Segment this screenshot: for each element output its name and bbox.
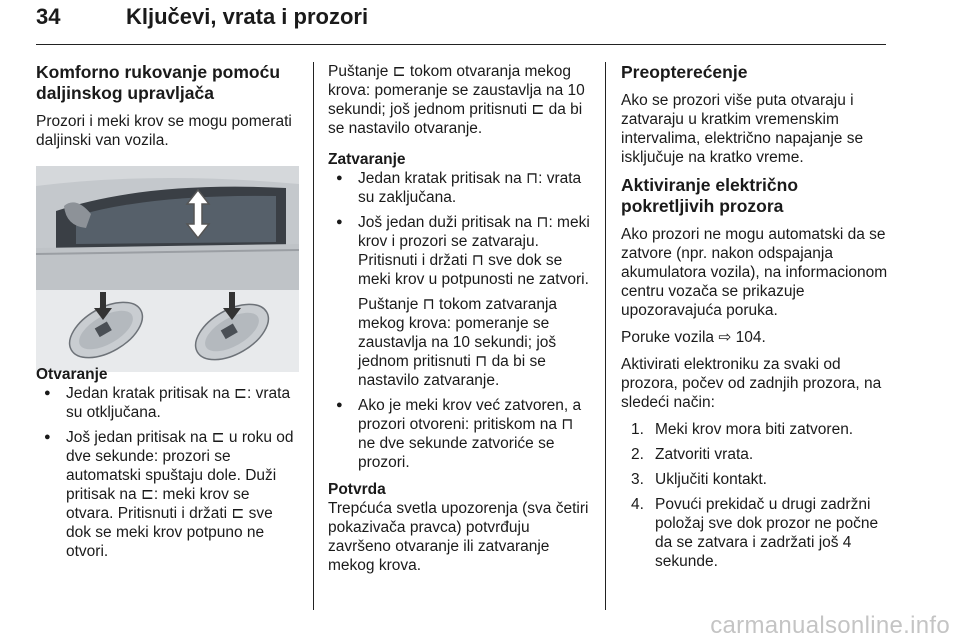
column-divider-1: [313, 62, 314, 610]
column-1: [36, 62, 300, 158]
step-number: 3.: [631, 471, 644, 488]
step-item: [631, 470, 889, 489]
column-2: [328, 62, 593, 583]
opening-list: [36, 384, 300, 561]
list-item: [328, 396, 593, 472]
closing-list: [328, 169, 593, 472]
activation-steps: [631, 420, 889, 571]
page-number: 34: [36, 4, 61, 29]
step-text: Povući prekidač u drugi zadržni položaj sve dok prozor ne počne da se zatvara i zadržati još 4 sekunde.: [655, 496, 879, 570]
messages-reference: Poruke vozila ⇨ 104.: [621, 329, 766, 346]
step-item: [631, 420, 889, 439]
release-open-text: Puštanje ⊏ tokom otvaranja mekog krova: pomeranje se zaustavlja na 10 sekundi; još jednom pritisnuti ⊏ da bi se nastavilo otvaranje.: [328, 63, 585, 137]
step-number: 1.: [631, 421, 644, 438]
list-item: [328, 169, 593, 207]
overload-title: Preopterećenje: [621, 62, 748, 82]
list-item-subtext: Puštanje ⊓ tokom zatvaranja mekog krova: pomeranje se zaustavlja na 10 sekundi; još jednom pritisnuti ⊓ da bi se nastavilo zatvaranje.: [358, 296, 558, 389]
list-item: [328, 213, 593, 390]
list-item-text: Ako je meki krov već zatvoren, a prozori otvoreni: pritiskom na ⊓ ne dve sekunde zatvoriće se prozori.: [358, 397, 582, 471]
step-item: [631, 445, 889, 464]
column-1-opening: [36, 365, 300, 569]
step-item: [631, 495, 889, 571]
section-heading-remote: Komforno rukovanje pomoću daljinskog upravljača: [36, 62, 281, 103]
opening-title: Otvaranje: [36, 366, 108, 383]
activation-title: Aktiviranje električno pokretljivih prozora: [621, 175, 799, 216]
step-number: 2.: [631, 446, 644, 463]
step-text: Zatvoriti vrata.: [655, 446, 754, 463]
closing-title: Zatvaranje: [328, 151, 406, 168]
header-divider: [36, 44, 886, 45]
list-item-text: Još jedan duži pritisak na ⊓: meki krov i prozori se zatvaraju. Pritisnuti i držati ⊓ sve dok se meki krov u potpunosti ne zatvori.: [358, 214, 590, 288]
activate-intro: Aktivirati elektroniku za svaki od prozora, počev od zadnjih prozora, na sledeći način:: [621, 356, 882, 411]
page-title: Ključevi, vrata i prozori: [126, 4, 369, 29]
step-text: Meki krov mora biti zatvoren.: [655, 421, 854, 438]
confirm-title: Potvrda: [328, 481, 386, 498]
overload-text: Ako se prozori više puta otvaraju i zatvaraju u kratkim vremenskim intervalima, električno napajanje se isključuje na kratko vreme.: [621, 92, 864, 166]
watermark: carmanualsonline.info: [710, 612, 950, 639]
activation-text: Ako prozori ne mogu automatski da se zatvore (npr. nakon odspajanja akumulatora vozila), na informacionom centru vozača se prikazuje upozoravajuća poruka.: [621, 226, 888, 319]
confirm-text: Trepćuća svetla upozorenja (sva četiri pokazivača pravca) potvrđuju završeno otvaranje ili zatvaranje mekog krova.: [328, 500, 589, 574]
page-header: [36, 4, 886, 44]
step-text: Uključiti kontakt.: [655, 471, 767, 488]
car-window-illustration: [36, 166, 299, 290]
list-item-text: Jedan kratak pritisak na ⊓: vrata su zaključana.: [358, 170, 582, 206]
step-number: 4.: [631, 496, 644, 513]
list-item: ● Još jedan pritisak na ⊏ u roku od dve sekunde: prozori se automatski spuštaju dole. Duži pritisak na ⊏: meki krov se otvara. Pritisnuti i držati ⊏ sve dok se meki krov potpuno ne otvori.: [36, 428, 300, 561]
column-3: [621, 62, 889, 577]
remote-keys-illustration: [36, 290, 299, 372]
list-item: ● Jedan kratak pritisak na ⊏: vrata su otključana.: [36, 384, 300, 422]
intro-text: Prozori i meki krov se mogu pomerati daljinski van vozila.: [36, 113, 292, 149]
column-divider-2: [605, 62, 606, 610]
